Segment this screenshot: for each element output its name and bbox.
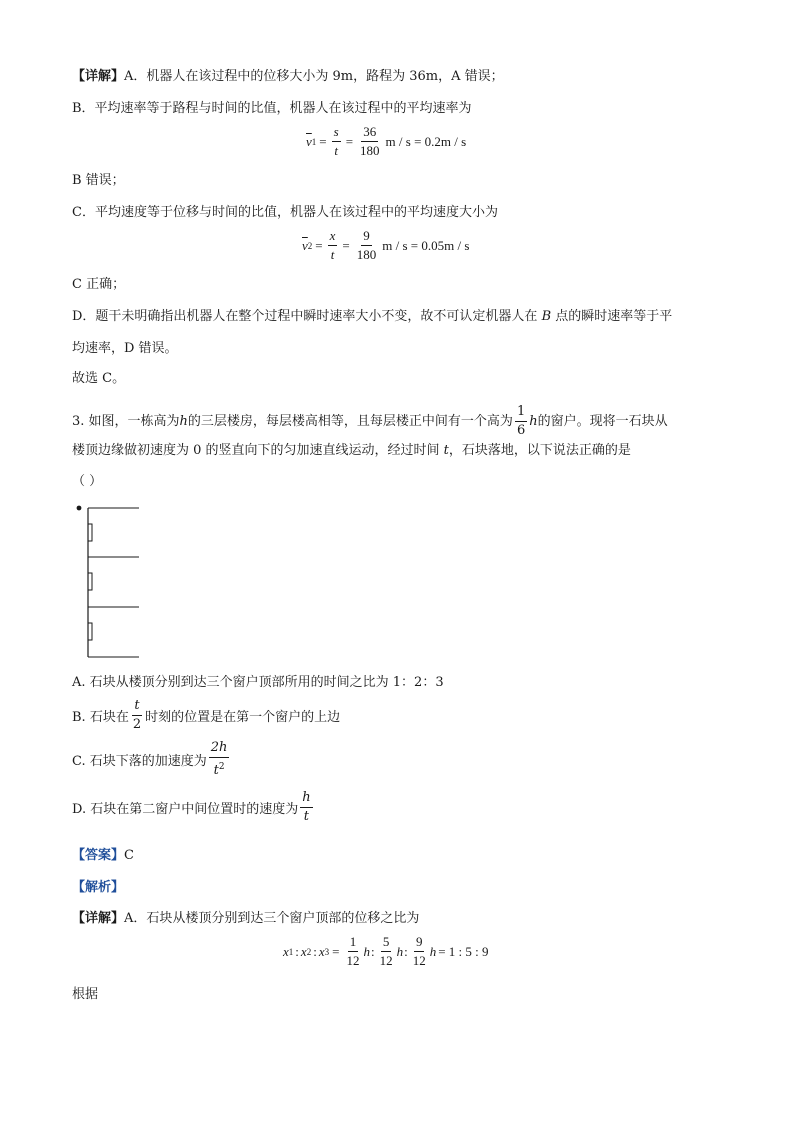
q3-line2-a: 楼顶边缘做初速度为 0 的竖直向下的匀加速直线运动，经过时间 xyxy=(72,443,444,458)
detail-d-pre: D．题干未明确指出机器人在整个过程中瞬时速率大小不变，故不可认定机器人在 xyxy=(72,309,542,324)
eq3-frac2 xyxy=(378,934,395,969)
answer-line xyxy=(72,847,724,865)
eq3-equals: = xyxy=(332,943,340,959)
question-3-line-2 xyxy=(72,442,724,460)
eq3-frac3-num: 9 xyxy=(414,934,425,952)
eq2-frac2-num: 9 xyxy=(361,228,372,246)
eq3-x3: x xyxy=(318,943,325,959)
option-c-num-text: 2h xyxy=(210,740,228,755)
q3-frac-num: 1 xyxy=(515,404,527,422)
eq3-frac1-num: 1 xyxy=(348,934,359,952)
q3-t-var: t xyxy=(443,443,449,458)
detail-a-text: A．机器人在该过程中的位移大小为 9m，路程为 36m，A 错误； xyxy=(124,69,504,84)
eq3-frac1-den: 12 xyxy=(346,953,360,968)
eq1-equals: = xyxy=(319,133,327,149)
detail-c-line: C．平均速度等于位移与时间的比值，机器人在该过程中的平均速度大小为 xyxy=(72,205,498,220)
eq3-frac1 xyxy=(344,934,361,969)
option-b-frac-num: t xyxy=(132,698,141,716)
eq1-lhs-sub: 1 xyxy=(311,136,317,147)
detail-d-post: 点的瞬时速率等于平 xyxy=(551,309,673,324)
option-c-den-var: t xyxy=(213,763,219,778)
eq1-frac1 xyxy=(332,124,341,159)
q3-text-c: 的窗户。现将一石块从 xyxy=(537,413,668,429)
eq3-colon-4: : xyxy=(404,943,408,959)
detail-c-result: C 正确； xyxy=(72,277,126,292)
building-diagram xyxy=(74,502,144,662)
eq2-equals-2: = xyxy=(342,237,350,253)
eq3-s2: 2 xyxy=(306,946,312,957)
q3-text-a: 3. 如图，一栋高为 xyxy=(72,413,180,429)
eq1-equals-2: = xyxy=(345,133,354,149)
eq1-frac2-num: 36 xyxy=(361,124,378,142)
eq2-lhs-sub: 2 xyxy=(307,240,313,251)
q3-window-frac xyxy=(515,404,527,439)
eq3-x2: x xyxy=(300,943,307,959)
eq3-frac2-den: 12 xyxy=(379,953,393,968)
detail-q3-line xyxy=(72,910,724,928)
equation-avg-rate xyxy=(306,124,466,159)
answer-value: C xyxy=(124,848,134,863)
detail-d-line-2: 均速率，D 错误。 xyxy=(72,341,178,356)
eq3-colon-3: : xyxy=(370,943,375,959)
eq1-frac2-den: 180 xyxy=(360,143,380,158)
q3-text-b: 的三层楼房，每层楼高相等，且每层楼正中间有一个高为 xyxy=(187,413,513,429)
eq1-tail: m / s = 0.2m / s xyxy=(385,133,467,149)
equation-displacement-ratio xyxy=(283,934,489,969)
option-d-frac-num: h xyxy=(300,790,312,808)
eq3-colon-1: : xyxy=(295,943,299,959)
option-a-text: A. 石块从楼顶分别到达三个窗户顶部所用的时间之比为 1：2：3 xyxy=(72,675,444,690)
option-b-post: 时刻的位置是在第一个窗户的上边 xyxy=(145,710,341,725)
option-b-frac xyxy=(131,698,143,733)
eq3-frac3 xyxy=(411,934,428,969)
question-3-bracket: （ ） xyxy=(72,474,103,489)
option-b-frac-den: 2 xyxy=(132,717,142,732)
eq2-frac2 xyxy=(355,228,379,263)
conclusion-line: 故选 C。 xyxy=(72,371,126,386)
eq3-h3: h xyxy=(429,943,437,959)
eq2-tail: m / s = 0.05m / s xyxy=(382,237,470,253)
q3-frac-den: 6 xyxy=(516,423,526,438)
answer-tag: 【答案】 xyxy=(72,848,125,863)
analysis-tag: 【解析】 xyxy=(72,880,125,895)
detail-b-line: B．平均速率等于路程与时间的比值，机器人在该过程中的平均速率为 xyxy=(72,101,472,116)
eq1-frac1-num: s xyxy=(332,124,341,142)
option-d[interactable] xyxy=(72,790,315,825)
stone-dot xyxy=(77,506,82,511)
detail-d-var: B xyxy=(541,309,552,324)
option-c[interactable] xyxy=(72,740,231,779)
eq2-frac1-num: x xyxy=(328,228,338,246)
q3-h-var-2: h xyxy=(529,413,538,429)
detail-q3-text: A．石块从楼顶分别到达三个窗户顶部的位移之比为 xyxy=(124,911,420,926)
analysis-line xyxy=(72,879,724,897)
detail-a-line xyxy=(72,68,724,86)
option-b[interactable] xyxy=(72,698,340,733)
eq3-h2: h xyxy=(396,943,404,959)
detail-tag: 【详解】 xyxy=(72,69,125,84)
eq3-s1: 1 xyxy=(288,946,294,957)
eq1-frac2 xyxy=(358,124,382,159)
eq3-h1: h xyxy=(363,943,370,959)
eq3-frac3-den: 12 xyxy=(412,953,426,968)
detail-d-line-1 xyxy=(72,308,724,326)
eq3-frac2-num: 5 xyxy=(381,934,392,952)
eq2-equals: = xyxy=(315,237,323,253)
option-c-den-exp: 2 xyxy=(218,762,225,772)
q3-h-var: h xyxy=(179,413,188,429)
eq2-frac2-den: 180 xyxy=(356,247,377,262)
option-d-frac-den: t xyxy=(303,809,310,824)
eq3-colon-2: : xyxy=(313,943,317,959)
eq3-x1: x xyxy=(283,943,289,959)
eq3-result: = 1 : 5 : 9 xyxy=(438,943,489,959)
eq2-lhs-var: $\overline{v}$ xyxy=(302,237,308,253)
option-d-frac xyxy=(300,790,312,825)
eq2-frac1 xyxy=(328,228,338,263)
eq3-s3: 3 xyxy=(324,946,330,957)
detail-b-result: B 错误； xyxy=(72,173,125,188)
option-d-pre: D. 石块在第二窗户中间位置时的速度为 xyxy=(72,802,299,817)
detail-q3-tag: 【详解】 xyxy=(72,911,125,926)
eq1-lhs-var: $\overline{v}$ xyxy=(306,133,312,149)
option-c-frac xyxy=(209,740,230,779)
equation-avg-velocity xyxy=(302,228,469,263)
option-b-pre: B. 石块在 xyxy=(72,710,129,725)
q3-line2-b: ，石块落地，以下说法正确的是 xyxy=(448,443,631,458)
last-line: 根据 xyxy=(72,987,99,1002)
option-c-frac-num xyxy=(209,740,230,758)
option-c-pre: C. 石块下落的加速度为 xyxy=(72,754,207,769)
eq1-frac1-den: t xyxy=(334,143,338,158)
option-c-frac-den xyxy=(212,758,227,779)
option-a[interactable] xyxy=(72,671,444,690)
question-3-line-1 xyxy=(72,404,724,439)
eq2-frac1-den: t xyxy=(330,247,335,262)
